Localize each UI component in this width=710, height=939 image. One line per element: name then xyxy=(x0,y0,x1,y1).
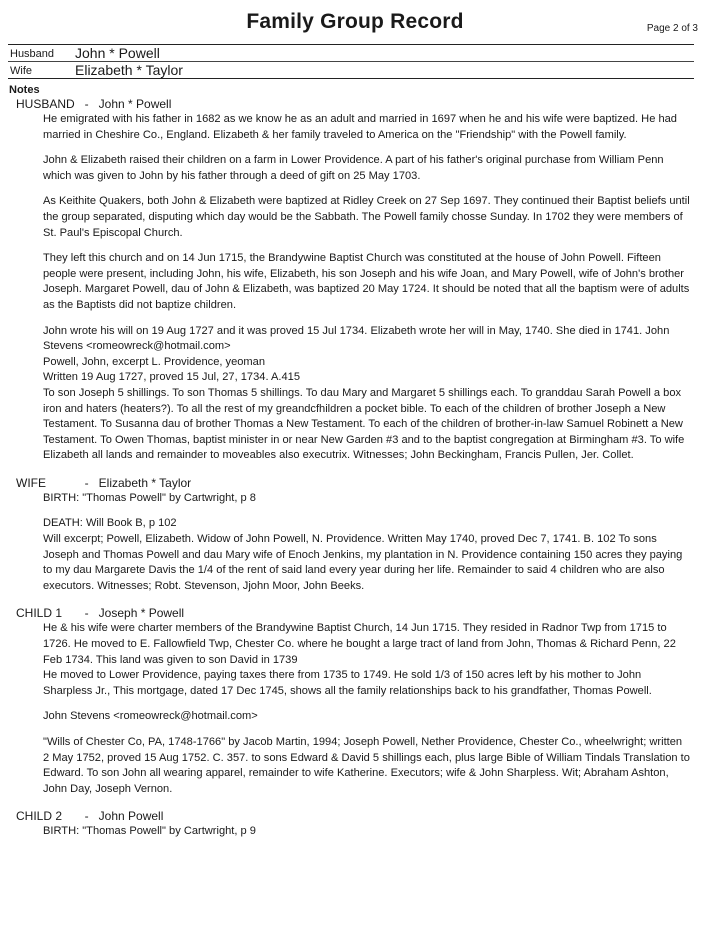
wife-birth: BIRTH: "Thomas Powell" by Cartwright, p 8 xyxy=(43,491,256,504)
husband-label: Husband xyxy=(10,48,55,60)
husband-note-4: They left this church and on 14 Jun 1715, the Brandywine Baptist Church was constituted at the house of John Powell. Fifteen people were present, including John, his wife, Elizabeth, his son Joseph and his wife Joan, and Mary Powell, wife of John's brother Joseph. Margaret Powell, dau of John & Elizabeth, was baptized 20 May 1724. It should be noted that all the baptism were of adults as the Baptists did not baptize children. xyxy=(43,252,690,311)
child2-heading-name: John Powell xyxy=(98,809,164,824)
child1-note-1a: He & his wife were charter members of the Brandywine Baptist Church, 14 Jun 1715. They resided in Radnor Twp from 1715 to 1726. He moved to E. Fallowfield Twp, Chester Co. where he bought a large tract of land from John, Thomas & Richard Penn, 22 Feb 1734. This land was given to son David in 1739 xyxy=(43,622,676,666)
wife-will-text: Will excerpt; Powell, Elizabeth. Widow of John Powell, N. Providence. Written May 1740, proved Dec 7, 1741. B. 102 To sons Joseph and Thomas Powell and dau Mary wife of Enoch Jenkins, my plantation in N. Providence containing 150 acres they paying to my dau Margarete Davis the 1/4 of the rent of said land every year during her life. Remainder to said 4 children who are also executors. Witnesses; Robt. Stevenson, Jjohn Moor, John Beeks. xyxy=(43,533,683,592)
spouse-block xyxy=(8,44,694,79)
child1-notes xyxy=(8,606,698,797)
wife-death: DEATH: Will Book B, p 102 xyxy=(43,517,177,530)
child2-birth: BIRTH: "Thomas Powell" by Cartwright, p 9 xyxy=(43,825,256,838)
husband-note-1: He emigrated with his father in 1682 as we know he as an adult and married in 1697 when he and his wife were baptized. He had married in Cheshire Co., England. Elizabeth & her family traveled to America on the "Friendship" with the Powell family. xyxy=(43,113,677,141)
husband-row xyxy=(8,45,694,62)
husband-heading-name: John * Powell xyxy=(98,97,172,111)
husband-name: John * Powell xyxy=(75,45,160,61)
heading-separator: - xyxy=(78,97,99,111)
notes-label: Notes xyxy=(9,84,40,96)
document-title: Family Group Record xyxy=(246,10,464,33)
wife-heading xyxy=(8,476,698,491)
child2-notes xyxy=(8,809,698,840)
husband-heading xyxy=(8,97,698,112)
child1-contact: John Stevens <romeowreck@hotmail.com> xyxy=(43,710,258,723)
child2-heading xyxy=(8,809,698,824)
child1-role: CHILD 1 xyxy=(16,606,63,621)
husband-role: HUSBAND xyxy=(16,97,75,111)
husband-note-2: John & Elizabeth raised their children on a farm in Lower Providence. A part of his father's original purchase from William Penn which was given to John by his father through a deed of gift on 25 May 1703. xyxy=(43,154,664,182)
heading-separator: - xyxy=(78,475,99,490)
husband-will-text: To son Joseph 5 shillings. To son Thomas 5 shillings. To dau Mary and Margaret 5 shillings each. To granddau Sarah Powell a box iron and haters (heaters?). To all the rest of my greandcfhildren a pocket bible. To each of the children of brother Joseph a New Testament. To Susanna dau of brother Thomas a New Testament. To each of the children of brother-in-law Samuel Robinett a New Testament. To Owen Thomas, baptist minister in or near New Garden #3 and to the baptist congregation at Birmingham #3. To wife Elizabeth all lands and remainder to moveables also executrix. Witnesses; John Beckingham, Francis Pullen, Jer. Collet. xyxy=(43,386,685,462)
husband-note-5b: Powell, John, excerpt L. Providence, yeoman xyxy=(43,355,265,368)
heading-separator: - xyxy=(78,606,99,621)
husband-note-5c: Written 19 Aug 1727, proved 15 Jul, 27, 1734. A.415 xyxy=(43,371,300,384)
wife-role: WIFE xyxy=(16,475,46,490)
child1-heading-name: Joseph * Powell xyxy=(98,606,185,621)
wife-name: Elizabeth * Taylor xyxy=(75,62,183,78)
husband-note-5a: John wrote his will on 19 Aug 1727 and it was proved 15 Jul 1734. Elizabeth wrote her will in May, 1740. She died in 1741. John Stevens <romeowreck@hotmail.com> xyxy=(43,324,670,353)
husband-notes xyxy=(8,97,698,464)
wife-label: Wife xyxy=(10,65,32,77)
notes-body xyxy=(8,97,698,852)
wife-heading-name: Elizabeth * Taylor xyxy=(98,475,192,490)
child1-note-1b: He moved to Lower Providence, paying taxes there from 1735 to 1749. He sold 1/3 of 150 acres left by his mother to John Sharpless Jr., This mortgage, dated 17 Dec 1745, shows all the family relationships back to his grandfather, Thomas Powell. xyxy=(43,669,652,697)
child1-heading xyxy=(8,606,698,621)
wife-notes xyxy=(8,476,698,595)
wife-row xyxy=(8,62,694,78)
page-header xyxy=(0,0,710,42)
heading-separator: - xyxy=(78,809,99,824)
husband-note-3: As Keithite Quakers, both John & Elizabeth were baptized at Ridley Creek on 27 Sep 1697. They continued their Baptist beliefs until the group separated, disputing which day would be the Sabbath. The Powell family chosse Sunday. In 1702 they were members of St. Paul's Episcopal Church. xyxy=(43,195,690,239)
child2-role: CHILD 2 xyxy=(16,809,63,824)
page-number: Page 2 of 3 xyxy=(646,23,698,34)
child1-will-text: "Wills of Chester Co, PA, 1748-1766" by Jacob Martin, 1994; Joseph Powell, Nether Providence, Chester Co., wheelwright; written 2 May 1752, proved 15 Aug 1752. C. 357. to sons Edward & David 5 shillings each, plus large Bible of William Tindals Translation to Edward. To son John all wearing apparel, remainder to wife Katherine. Executors; wife & John Sharpless. Wit; Abraham Ashton, John Day, Joseph Vernon. xyxy=(43,736,690,795)
